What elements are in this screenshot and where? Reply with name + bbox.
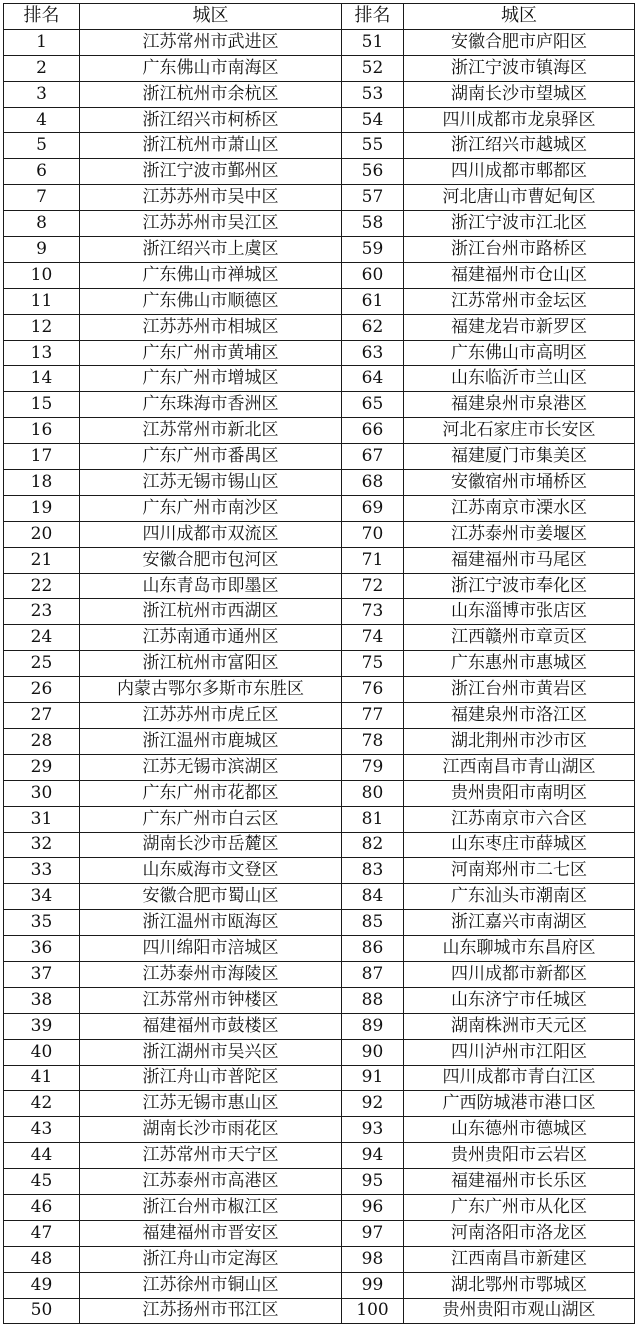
district-left-cell: 广东佛山市南海区 [80, 55, 342, 81]
rank-right-cell: 99 [342, 1272, 404, 1298]
rank-right-cell: 83 [342, 858, 404, 884]
district-left-cell: 福建福州市晋安区 [80, 1220, 342, 1246]
table-row [4, 1143, 635, 1169]
rank-right-cell: 89 [342, 1013, 404, 1039]
district-left-cell: 浙江杭州市富阳区 [80, 651, 342, 677]
rank-right-cell: 67 [342, 444, 404, 470]
district-left-cell: 安徽合肥市包河区 [80, 547, 342, 573]
rank-left-cell: 18 [4, 470, 80, 496]
district-left-cell: 江苏苏州市吴江区 [80, 211, 342, 237]
rank-left-cell: 22 [4, 573, 80, 599]
district-left-cell: 浙江温州市鹿城区 [80, 728, 342, 754]
district-right-cell: 福建厦门市集美区 [404, 444, 635, 470]
rank-right-cell: 85 [342, 910, 404, 936]
rank-right-cell: 69 [342, 495, 404, 521]
district-right-cell: 湖南长沙市望城区 [404, 81, 635, 107]
header-rank-left: 排名 [4, 4, 80, 30]
rank-left-cell: 1 [4, 29, 80, 55]
table-row [4, 806, 635, 832]
rank-left-cell: 4 [4, 107, 80, 133]
rank-left-cell: 23 [4, 599, 80, 625]
table-row [4, 858, 635, 884]
district-right-cell: 广东惠州市惠城区 [404, 651, 635, 677]
rank-right-cell: 68 [342, 470, 404, 496]
district-right-cell: 福建泉州市洛江区 [404, 703, 635, 729]
district-right-cell: 浙江宁波市镇海区 [404, 55, 635, 81]
district-left-cell: 江苏苏州市吴中区 [80, 185, 342, 211]
district-right-cell: 广东汕头市潮南区 [404, 884, 635, 910]
rank-left-cell: 5 [4, 133, 80, 159]
rank-left-cell: 21 [4, 547, 80, 573]
district-right-cell: 山东济宁市任城区 [404, 987, 635, 1013]
district-right-cell: 广东广州市从化区 [404, 1194, 635, 1220]
district-right-cell: 福建福州市马尾区 [404, 547, 635, 573]
district-left-cell: 山东威海市文登区 [80, 858, 342, 884]
rank-left-cell: 9 [4, 237, 80, 263]
rank-right-cell: 56 [342, 159, 404, 185]
rank-right-cell: 97 [342, 1220, 404, 1246]
district-right-cell: 山东聊城市东昌府区 [404, 936, 635, 962]
district-left-cell: 浙江台州市椒江区 [80, 1194, 342, 1220]
table-row [4, 936, 635, 962]
district-right-cell: 四川成都市青白江区 [404, 1065, 635, 1091]
district-left-cell: 广东珠海市香洲区 [80, 392, 342, 418]
rank-right-cell: 80 [342, 780, 404, 806]
district-right-cell: 贵州贵阳市观山湖区 [404, 1298, 635, 1324]
rank-left-cell: 14 [4, 366, 80, 392]
table-row [4, 625, 635, 651]
table-row [4, 55, 635, 81]
district-left-cell: 浙江绍兴市柯桥区 [80, 107, 342, 133]
table-row [4, 677, 635, 703]
district-right-cell: 四川泸州市江阳区 [404, 1039, 635, 1065]
table-row [4, 1220, 635, 1246]
table-row [4, 1117, 635, 1143]
district-left-cell: 江苏无锡市惠山区 [80, 1091, 342, 1117]
rank-right-cell: 55 [342, 133, 404, 159]
rank-left-cell: 25 [4, 651, 80, 677]
rank-left-cell: 24 [4, 625, 80, 651]
rank-left-cell: 35 [4, 910, 80, 936]
district-left-cell: 安徽合肥市蜀山区 [80, 884, 342, 910]
district-right-cell: 江西南昌市新建区 [404, 1246, 635, 1272]
district-left-cell: 四川成都市双流区 [80, 521, 342, 547]
rank-left-cell: 33 [4, 858, 80, 884]
district-left-cell: 福建福州市鼓楼区 [80, 1013, 342, 1039]
rank-left-cell: 10 [4, 262, 80, 288]
rank-right-cell: 77 [342, 703, 404, 729]
table-row [4, 1039, 635, 1065]
district-left-cell: 湖南长沙市雨花区 [80, 1117, 342, 1143]
district-left-cell: 广东广州市番禺区 [80, 444, 342, 470]
district-right-cell: 湖北荆州市沙市区 [404, 728, 635, 754]
rank-right-cell: 70 [342, 521, 404, 547]
table-row [4, 884, 635, 910]
district-right-cell: 福建龙岩市新罗区 [404, 314, 635, 340]
table-row [4, 1246, 635, 1272]
rank-right-cell: 54 [342, 107, 404, 133]
rank-right-cell: 100 [342, 1298, 404, 1324]
rank-left-cell: 32 [4, 832, 80, 858]
rank-right-cell: 79 [342, 754, 404, 780]
district-left-cell: 浙江绍兴市上虞区 [80, 237, 342, 263]
rank-right-cell: 98 [342, 1246, 404, 1272]
rank-left-cell: 38 [4, 987, 80, 1013]
rank-right-cell: 72 [342, 573, 404, 599]
table-row [4, 470, 635, 496]
table-row [4, 754, 635, 780]
district-right-cell: 河北石家庄市长安区 [404, 418, 635, 444]
rank-left-cell: 3 [4, 81, 80, 107]
table-row [4, 703, 635, 729]
table-row [4, 1298, 635, 1324]
district-right-cell: 四川成都市郫都区 [404, 159, 635, 185]
table-row [4, 1272, 635, 1298]
rank-left-cell: 46 [4, 1194, 80, 1220]
rank-left-cell: 27 [4, 703, 80, 729]
rank-right-cell: 73 [342, 599, 404, 625]
rank-right-cell: 52 [342, 55, 404, 81]
district-right-cell: 贵州贵阳市云岩区 [404, 1143, 635, 1169]
table-row [4, 418, 635, 444]
table-row [4, 159, 635, 185]
rank-right-cell: 76 [342, 677, 404, 703]
district-right-cell: 浙江宁波市江北区 [404, 211, 635, 237]
rank-left-cell: 48 [4, 1246, 80, 1272]
rank-left-cell: 13 [4, 340, 80, 366]
district-right-cell: 安徽宿州市埇桥区 [404, 470, 635, 496]
rank-left-cell: 30 [4, 780, 80, 806]
rank-left-cell: 28 [4, 728, 80, 754]
rank-left-cell: 31 [4, 806, 80, 832]
district-left-cell: 广东佛山市禅城区 [80, 262, 342, 288]
district-left-cell: 江苏常州市天宁区 [80, 1143, 342, 1169]
header-district-right: 城区 [404, 4, 635, 30]
district-right-cell: 广西防城港市港口区 [404, 1091, 635, 1117]
table-row [4, 444, 635, 470]
rank-right-cell: 66 [342, 418, 404, 444]
district-right-cell: 江西南昌市青山湖区 [404, 754, 635, 780]
rank-left-cell: 29 [4, 754, 80, 780]
rank-right-cell: 94 [342, 1143, 404, 1169]
district-left-cell: 湖南长沙市岳麓区 [80, 832, 342, 858]
rank-right-cell: 78 [342, 728, 404, 754]
rank-right-cell: 59 [342, 237, 404, 263]
district-left-cell: 浙江舟山市定海区 [80, 1246, 342, 1272]
district-right-cell: 山东临沂市兰山区 [404, 366, 635, 392]
rank-right-cell: 84 [342, 884, 404, 910]
rank-left-cell: 44 [4, 1143, 80, 1169]
rank-left-cell: 6 [4, 159, 80, 185]
rank-right-cell: 82 [342, 832, 404, 858]
district-right-cell: 浙江宁波市奉化区 [404, 573, 635, 599]
table-row [4, 1013, 635, 1039]
district-left-cell: 江苏苏州市相城区 [80, 314, 342, 340]
table-row [4, 133, 635, 159]
district-left-cell: 江苏常州市新北区 [80, 418, 342, 444]
rank-right-cell: 86 [342, 936, 404, 962]
table-row [4, 185, 635, 211]
rank-left-cell: 50 [4, 1298, 80, 1324]
rank-left-cell: 26 [4, 677, 80, 703]
rank-right-cell: 91 [342, 1065, 404, 1091]
rank-left-cell: 20 [4, 521, 80, 547]
district-right-cell: 浙江台州市路桥区 [404, 237, 635, 263]
table-row [4, 651, 635, 677]
table-row [4, 987, 635, 1013]
table-row [4, 340, 635, 366]
district-left-cell: 江苏常州市武进区 [80, 29, 342, 55]
table-row [4, 1065, 635, 1091]
rank-right-cell: 60 [342, 262, 404, 288]
district-left-cell: 浙江温州市瓯海区 [80, 910, 342, 936]
district-left-cell: 广东广州市白云区 [80, 806, 342, 832]
district-left-cell: 四川绵阳市涪城区 [80, 936, 342, 962]
district-left-cell: 广东广州市花都区 [80, 780, 342, 806]
rank-right-cell: 53 [342, 81, 404, 107]
district-right-cell: 四川成都市龙泉驿区 [404, 107, 635, 133]
district-right-cell: 山东枣庄市薛城区 [404, 832, 635, 858]
district-right-cell: 江苏南京市溧水区 [404, 495, 635, 521]
rank-left-cell: 41 [4, 1065, 80, 1091]
district-right-cell: 福建福州市仓山区 [404, 262, 635, 288]
rank-right-cell: 63 [342, 340, 404, 366]
rank-right-cell: 57 [342, 185, 404, 211]
table-row [4, 366, 635, 392]
table-row [4, 1169, 635, 1195]
district-right-cell: 福建福州市长乐区 [404, 1169, 635, 1195]
district-left-cell: 广东佛山市顺德区 [80, 288, 342, 314]
district-right-cell: 河南洛阳市洛龙区 [404, 1220, 635, 1246]
rank-left-cell: 49 [4, 1272, 80, 1298]
rank-right-cell: 64 [342, 366, 404, 392]
table-row [4, 780, 635, 806]
rank-right-cell: 92 [342, 1091, 404, 1117]
district-left-cell: 江苏无锡市滨湖区 [80, 754, 342, 780]
rank-left-cell: 12 [4, 314, 80, 340]
rank-left-cell: 40 [4, 1039, 80, 1065]
rank-left-cell: 19 [4, 495, 80, 521]
rank-left-cell: 39 [4, 1013, 80, 1039]
table-row [4, 81, 635, 107]
table-row [4, 910, 635, 936]
rank-left-cell: 7 [4, 185, 80, 211]
district-right-cell: 江苏泰州市姜堰区 [404, 521, 635, 547]
rank-left-cell: 43 [4, 1117, 80, 1143]
table-row [4, 314, 635, 340]
district-right-cell: 浙江台州市黄岩区 [404, 677, 635, 703]
district-right-cell: 河南郑州市二七区 [404, 858, 635, 884]
district-right-cell: 浙江绍兴市越城区 [404, 133, 635, 159]
table-row [4, 288, 635, 314]
table-row [4, 1194, 635, 1220]
district-right-cell: 湖南株洲市天元区 [404, 1013, 635, 1039]
header-rank-right: 排名 [342, 4, 404, 30]
district-left-cell: 江苏苏州市虎丘区 [80, 703, 342, 729]
rank-right-cell: 65 [342, 392, 404, 418]
district-left-cell: 内蒙古鄂尔多斯市东胜区 [80, 677, 342, 703]
district-right-cell: 湖北鄂州市鄂城区 [404, 1272, 635, 1298]
rank-right-cell: 61 [342, 288, 404, 314]
header-district-left: 城区 [80, 4, 342, 30]
table-row [4, 29, 635, 55]
rank-right-cell: 90 [342, 1039, 404, 1065]
district-left-cell: 江苏南通市通州区 [80, 625, 342, 651]
rank-left-cell: 15 [4, 392, 80, 418]
table-row [4, 211, 635, 237]
table-row [4, 1091, 635, 1117]
table-row [4, 237, 635, 263]
rank-left-cell: 16 [4, 418, 80, 444]
district-right-cell: 安徽合肥市庐阳区 [404, 29, 635, 55]
district-right-cell: 福建泉州市泉港区 [404, 392, 635, 418]
district-left-cell: 江苏泰州市高港区 [80, 1169, 342, 1195]
rank-left-cell: 17 [4, 444, 80, 470]
rank-left-cell: 8 [4, 211, 80, 237]
district-right-cell: 贵州贵阳市南明区 [404, 780, 635, 806]
table-row [4, 961, 635, 987]
district-left-cell: 浙江湖州市吴兴区 [80, 1039, 342, 1065]
table-row [4, 599, 635, 625]
rank-left-cell: 37 [4, 961, 80, 987]
district-left-cell: 浙江杭州市余杭区 [80, 81, 342, 107]
ranking-table [3, 3, 635, 1324]
district-left-cell: 江苏常州市钟楼区 [80, 987, 342, 1013]
district-right-cell: 广东佛山市高明区 [404, 340, 635, 366]
rank-right-cell: 95 [342, 1169, 404, 1195]
table-row [4, 573, 635, 599]
district-left-cell: 浙江杭州市西湖区 [80, 599, 342, 625]
district-right-cell: 河北唐山市曹妃甸区 [404, 185, 635, 211]
district-left-cell: 浙江宁波市鄞州区 [80, 159, 342, 185]
rank-right-cell: 62 [342, 314, 404, 340]
rank-left-cell: 45 [4, 1169, 80, 1195]
header-row [4, 4, 635, 30]
table-row [4, 262, 635, 288]
district-right-cell: 山东淄博市张店区 [404, 599, 635, 625]
rank-left-cell: 2 [4, 55, 80, 81]
rank-right-cell: 58 [342, 211, 404, 237]
rank-right-cell: 71 [342, 547, 404, 573]
table-row [4, 495, 635, 521]
district-right-cell: 山东德州市德城区 [404, 1117, 635, 1143]
district-left-cell: 江苏泰州市海陵区 [80, 961, 342, 987]
rank-right-cell: 75 [342, 651, 404, 677]
table-row [4, 392, 635, 418]
district-left-cell: 江苏无锡市锡山区 [80, 470, 342, 496]
district-right-cell: 江苏南京市六合区 [404, 806, 635, 832]
rank-right-cell: 96 [342, 1194, 404, 1220]
district-left-cell: 广东广州市黄埔区 [80, 340, 342, 366]
rank-right-cell: 93 [342, 1117, 404, 1143]
district-right-cell: 四川成都市新都区 [404, 961, 635, 987]
rank-right-cell: 87 [342, 961, 404, 987]
rank-left-cell: 47 [4, 1220, 80, 1246]
district-left-cell: 江苏徐州市铜山区 [80, 1272, 342, 1298]
rank-right-cell: 74 [342, 625, 404, 651]
table-row [4, 832, 635, 858]
rank-right-cell: 81 [342, 806, 404, 832]
district-left-cell: 广东广州市南沙区 [80, 495, 342, 521]
district-left-cell: 浙江舟山市普陀区 [80, 1065, 342, 1091]
table-body [4, 29, 635, 1324]
table-row [4, 521, 635, 547]
district-right-cell: 浙江嘉兴市南湖区 [404, 910, 635, 936]
rank-right-cell: 51 [342, 29, 404, 55]
rank-right-cell: 88 [342, 987, 404, 1013]
district-left-cell: 广东广州市增城区 [80, 366, 342, 392]
rank-left-cell: 34 [4, 884, 80, 910]
district-left-cell: 山东青岛市即墨区 [80, 573, 342, 599]
table-row [4, 547, 635, 573]
rank-left-cell: 36 [4, 936, 80, 962]
rank-left-cell: 11 [4, 288, 80, 314]
table-row [4, 728, 635, 754]
rank-left-cell: 42 [4, 1091, 80, 1117]
table-row [4, 107, 635, 133]
district-left-cell: 浙江杭州市萧山区 [80, 133, 342, 159]
district-right-cell: 江西赣州市章贡区 [404, 625, 635, 651]
district-right-cell: 江苏常州市金坛区 [404, 288, 635, 314]
district-left-cell: 江苏扬州市邗江区 [80, 1298, 342, 1324]
